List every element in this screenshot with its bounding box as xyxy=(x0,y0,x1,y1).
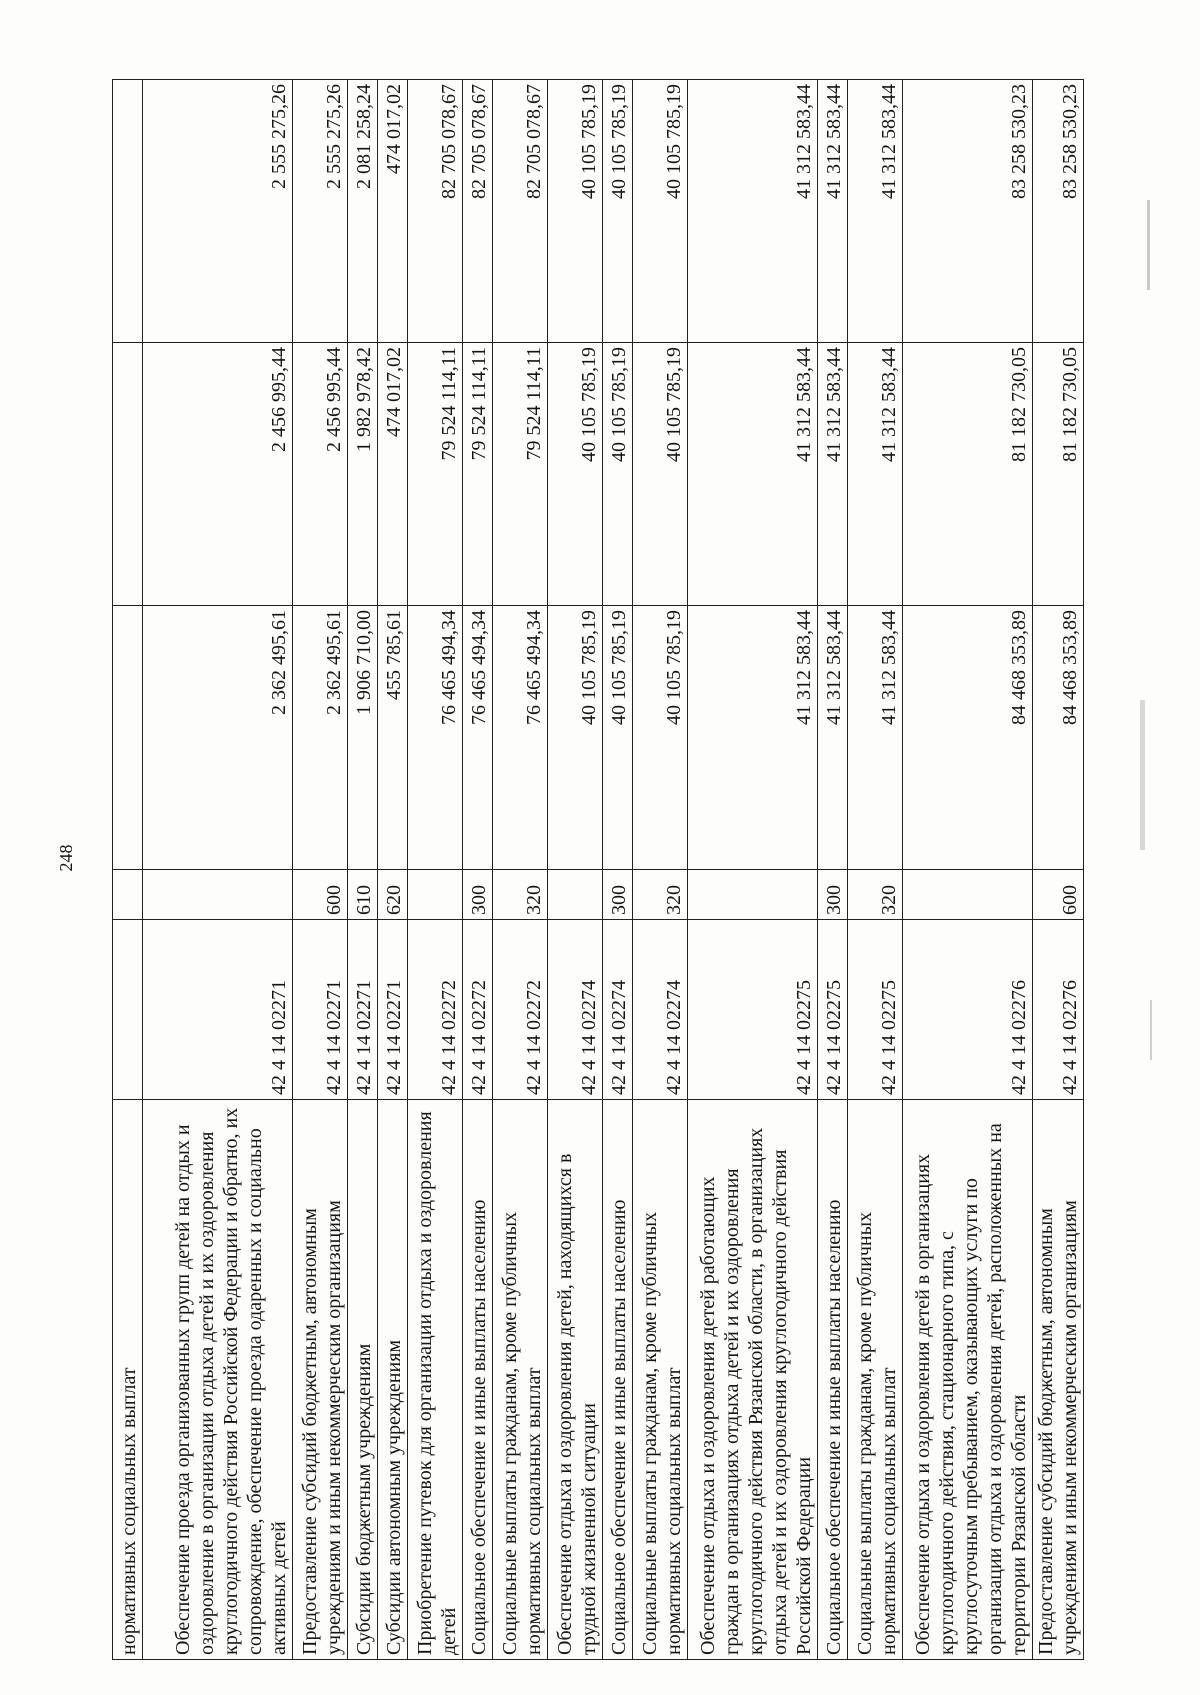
target-code-cell: 42 4 14 02272 xyxy=(493,920,548,1100)
expense-type-cell xyxy=(548,870,603,920)
expense-name-cell: Социальные выплаты гражданам, кроме публичных нормативных социальных выплат xyxy=(848,1100,903,1660)
target-code-cell: 42 4 14 02274 xyxy=(603,920,633,1100)
table-body xyxy=(113,80,1084,1660)
expense-type-cell: 300 xyxy=(818,870,848,920)
target-code-cell: 42 4 14 02275 xyxy=(848,920,903,1100)
amount-year3-cell xyxy=(113,80,143,343)
expense-type-cell xyxy=(113,870,143,920)
amount-year3-cell: 41 312 583,44 xyxy=(848,80,903,343)
target-code-cell: 42 4 14 02271 xyxy=(378,920,408,1100)
amount-year2-cell: 81 182 730,05 xyxy=(903,343,1033,606)
expense-name-cell: Социальные выплаты гражданам, кроме публичных нормативных социальных выплат xyxy=(633,1100,688,1660)
amount-year2-cell: 2 456 995,44 xyxy=(143,343,293,606)
expense-name-cell: Субсидии бюджетным учреждениям xyxy=(348,1100,378,1660)
amount-year3-cell: 41 312 583,44 xyxy=(818,80,848,343)
amount-year3-cell: 474 017,02 xyxy=(378,80,408,343)
amount-year2-cell: 40 105 785,19 xyxy=(548,343,603,606)
amount-year1-cell: 2 362 495,61 xyxy=(143,606,293,870)
amount-year1-cell xyxy=(113,606,143,870)
scan-artifact-mark xyxy=(1140,700,1145,850)
expense-name-cell: Социальное обеспечение и иные выплаты населению xyxy=(818,1100,848,1660)
amount-year3-cell: 82 705 078,67 xyxy=(493,80,548,343)
target-code-cell xyxy=(113,920,143,1100)
amount-year3-cell: 2 555 275,26 xyxy=(293,80,348,343)
expense-name-cell: Предоставление субсидий бюджетным, автономным учреждениям и иным некоммерческим организациям xyxy=(293,1100,348,1660)
amount-year2-cell: 40 105 785,19 xyxy=(633,343,688,606)
expense-name-cell: Социальные выплаты гражданам, кроме публичных нормативных социальных выплат xyxy=(493,1100,548,1660)
scan-artifact-mark xyxy=(1150,1000,1152,1060)
target-code-cell: 42 4 14 02275 xyxy=(818,920,848,1100)
expense-type-cell: 600 xyxy=(1033,870,1084,920)
table-row xyxy=(493,80,548,1660)
table-row xyxy=(818,80,848,1660)
expense-type-cell: 300 xyxy=(603,870,633,920)
expense-type-cell: 610 xyxy=(348,870,378,920)
table-row xyxy=(463,80,493,1660)
amount-year1-cell: 455 785,61 xyxy=(378,606,408,870)
amount-year2-cell: 40 105 785,19 xyxy=(603,343,633,606)
table-row xyxy=(378,80,408,1660)
amount-year3-cell: 40 105 785,19 xyxy=(633,80,688,343)
expense-name-cell: Предоставление субсидий бюджетным, автономным учреждениям и иным некоммерческим организациям xyxy=(1033,1100,1084,1660)
expense-type-cell: 320 xyxy=(848,870,903,920)
expense-type-cell xyxy=(408,870,463,920)
target-code-cell: 42 4 14 02276 xyxy=(1033,920,1084,1100)
amount-year2-cell: 1 982 978,42 xyxy=(348,343,378,606)
expense-name-cell: Приобретение путевок для организации отдыха и оздоровления детей xyxy=(408,1100,463,1660)
table-row xyxy=(688,80,818,1660)
expense-name-cell: Социальное обеспечение и иные выплаты населению xyxy=(463,1100,493,1660)
budget-table xyxy=(112,79,1084,1660)
amount-year2-cell: 81 182 730,05 xyxy=(1033,343,1084,606)
amount-year3-cell: 40 105 785,19 xyxy=(603,80,633,343)
table-row xyxy=(903,80,1033,1660)
amount-year1-cell: 76 465 494,34 xyxy=(408,606,463,870)
table-row xyxy=(548,80,603,1660)
amount-year1-cell: 40 105 785,19 xyxy=(633,606,688,870)
expense-type-cell xyxy=(903,870,1033,920)
amount-year1-cell: 40 105 785,19 xyxy=(603,606,633,870)
amount-year2-cell: 41 312 583,44 xyxy=(848,343,903,606)
expense-type-cell: 320 xyxy=(493,870,548,920)
expense-type-cell: 300 xyxy=(463,870,493,920)
expense-name-cell: Обеспечение отдыха и оздоровления детей, находящихся в трудной жизненной ситуации xyxy=(548,1100,603,1660)
expense-name-cell: Обеспечение проезда организованных групп детей на отдых и оздоровление в организации отдыха детей и их оздоровления круглогодичного действия Российской Федерации и обратно, их сопровождение, обеспечение проезда одаренных и социально активных детей xyxy=(143,1100,293,1660)
expense-name-cell: Обеспечение отдыха и оздоровления детей работающих граждан в организациях отдыха детей и их оздоровления круглогодичного действия Рязанской области, в организациях отдыха детей и их оздоровления круглогодичного действия Российской Федерации xyxy=(688,1100,818,1660)
table-row xyxy=(1033,80,1084,1660)
table-row xyxy=(348,80,378,1660)
target-code-cell: 42 4 14 02271 xyxy=(348,920,378,1100)
amount-year1-cell: 40 105 785,19 xyxy=(548,606,603,870)
table-row xyxy=(848,80,903,1660)
amount-year1-cell: 41 312 583,44 xyxy=(688,606,818,870)
amount-year1-cell: 84 468 353,89 xyxy=(1033,606,1084,870)
table-row xyxy=(633,80,688,1660)
rotated-table-container xyxy=(112,80,1082,1660)
amount-year1-cell: 2 362 495,61 xyxy=(293,606,348,870)
table-row xyxy=(113,80,143,1660)
page-number: 248 xyxy=(56,844,76,872)
expense-name-cell: Обеспечение отдыха и оздоровления детей в организациях круглогодичного действия, стационарного типа, с круглосуточным пребыванием, оказывающих услуги по организации отдыха и оздоровления детей, расположенных на территории Рязанской области xyxy=(903,1100,1033,1660)
amount-year1-cell: 76 465 494,34 xyxy=(463,606,493,870)
amount-year3-cell: 82 705 078,67 xyxy=(463,80,493,343)
target-code-cell: 42 4 14 02271 xyxy=(143,920,293,1100)
target-code-cell: 42 4 14 02271 xyxy=(293,920,348,1100)
amount-year1-cell: 84 468 353,89 xyxy=(903,606,1033,870)
target-code-cell: 42 4 14 02274 xyxy=(633,920,688,1100)
amount-year2-cell: 79 524 114,11 xyxy=(493,343,548,606)
amount-year2-cell: 41 312 583,44 xyxy=(818,343,848,606)
scan-artifact-mark xyxy=(1147,200,1150,290)
amount-year3-cell: 40 105 785,19 xyxy=(548,80,603,343)
table-row xyxy=(293,80,348,1660)
amount-year2-cell: 474 017,02 xyxy=(378,343,408,606)
expense-type-cell xyxy=(143,870,293,920)
amount-year1-cell: 1 906 710,00 xyxy=(348,606,378,870)
expense-name-cell: нормативных социальных выплат xyxy=(113,1100,143,1660)
table-row xyxy=(408,80,463,1660)
target-code-cell: 42 4 14 02272 xyxy=(408,920,463,1100)
amount-year2-cell xyxy=(113,343,143,606)
target-code-cell: 42 4 14 02272 xyxy=(463,920,493,1100)
amount-year3-cell: 41 312 583,44 xyxy=(688,80,818,343)
amount-year3-cell: 83 258 530,23 xyxy=(1033,80,1084,343)
expense-name-cell: Субсидии автономным учреждениям xyxy=(378,1100,408,1660)
expense-type-cell: 600 xyxy=(293,870,348,920)
target-code-cell: 42 4 14 02274 xyxy=(548,920,603,1100)
table-row xyxy=(603,80,633,1660)
expense-type-cell: 320 xyxy=(633,870,688,920)
amount-year3-cell: 2 555 275,26 xyxy=(143,80,293,343)
amount-year3-cell: 83 258 530,23 xyxy=(903,80,1033,343)
amount-year2-cell: 41 312 583,44 xyxy=(688,343,818,606)
target-code-cell: 42 4 14 02275 xyxy=(688,920,818,1100)
amount-year2-cell: 79 524 114,11 xyxy=(463,343,493,606)
expense-name-cell: Социальное обеспечение и иные выплаты населению xyxy=(603,1100,633,1660)
amount-year2-cell: 79 524 114,11 xyxy=(408,343,463,606)
table-row xyxy=(143,80,293,1660)
amount-year3-cell: 2 081 258,24 xyxy=(348,80,378,343)
expense-type-cell xyxy=(688,870,818,920)
amount-year1-cell: 41 312 583,44 xyxy=(848,606,903,870)
amount-year3-cell: 82 705 078,67 xyxy=(408,80,463,343)
amount-year1-cell: 76 465 494,34 xyxy=(493,606,548,870)
amount-year2-cell: 2 456 995,44 xyxy=(293,343,348,606)
target-code-cell: 42 4 14 02276 xyxy=(903,920,1033,1100)
amount-year1-cell: 41 312 583,44 xyxy=(818,606,848,870)
expense-type-cell: 620 xyxy=(378,870,408,920)
